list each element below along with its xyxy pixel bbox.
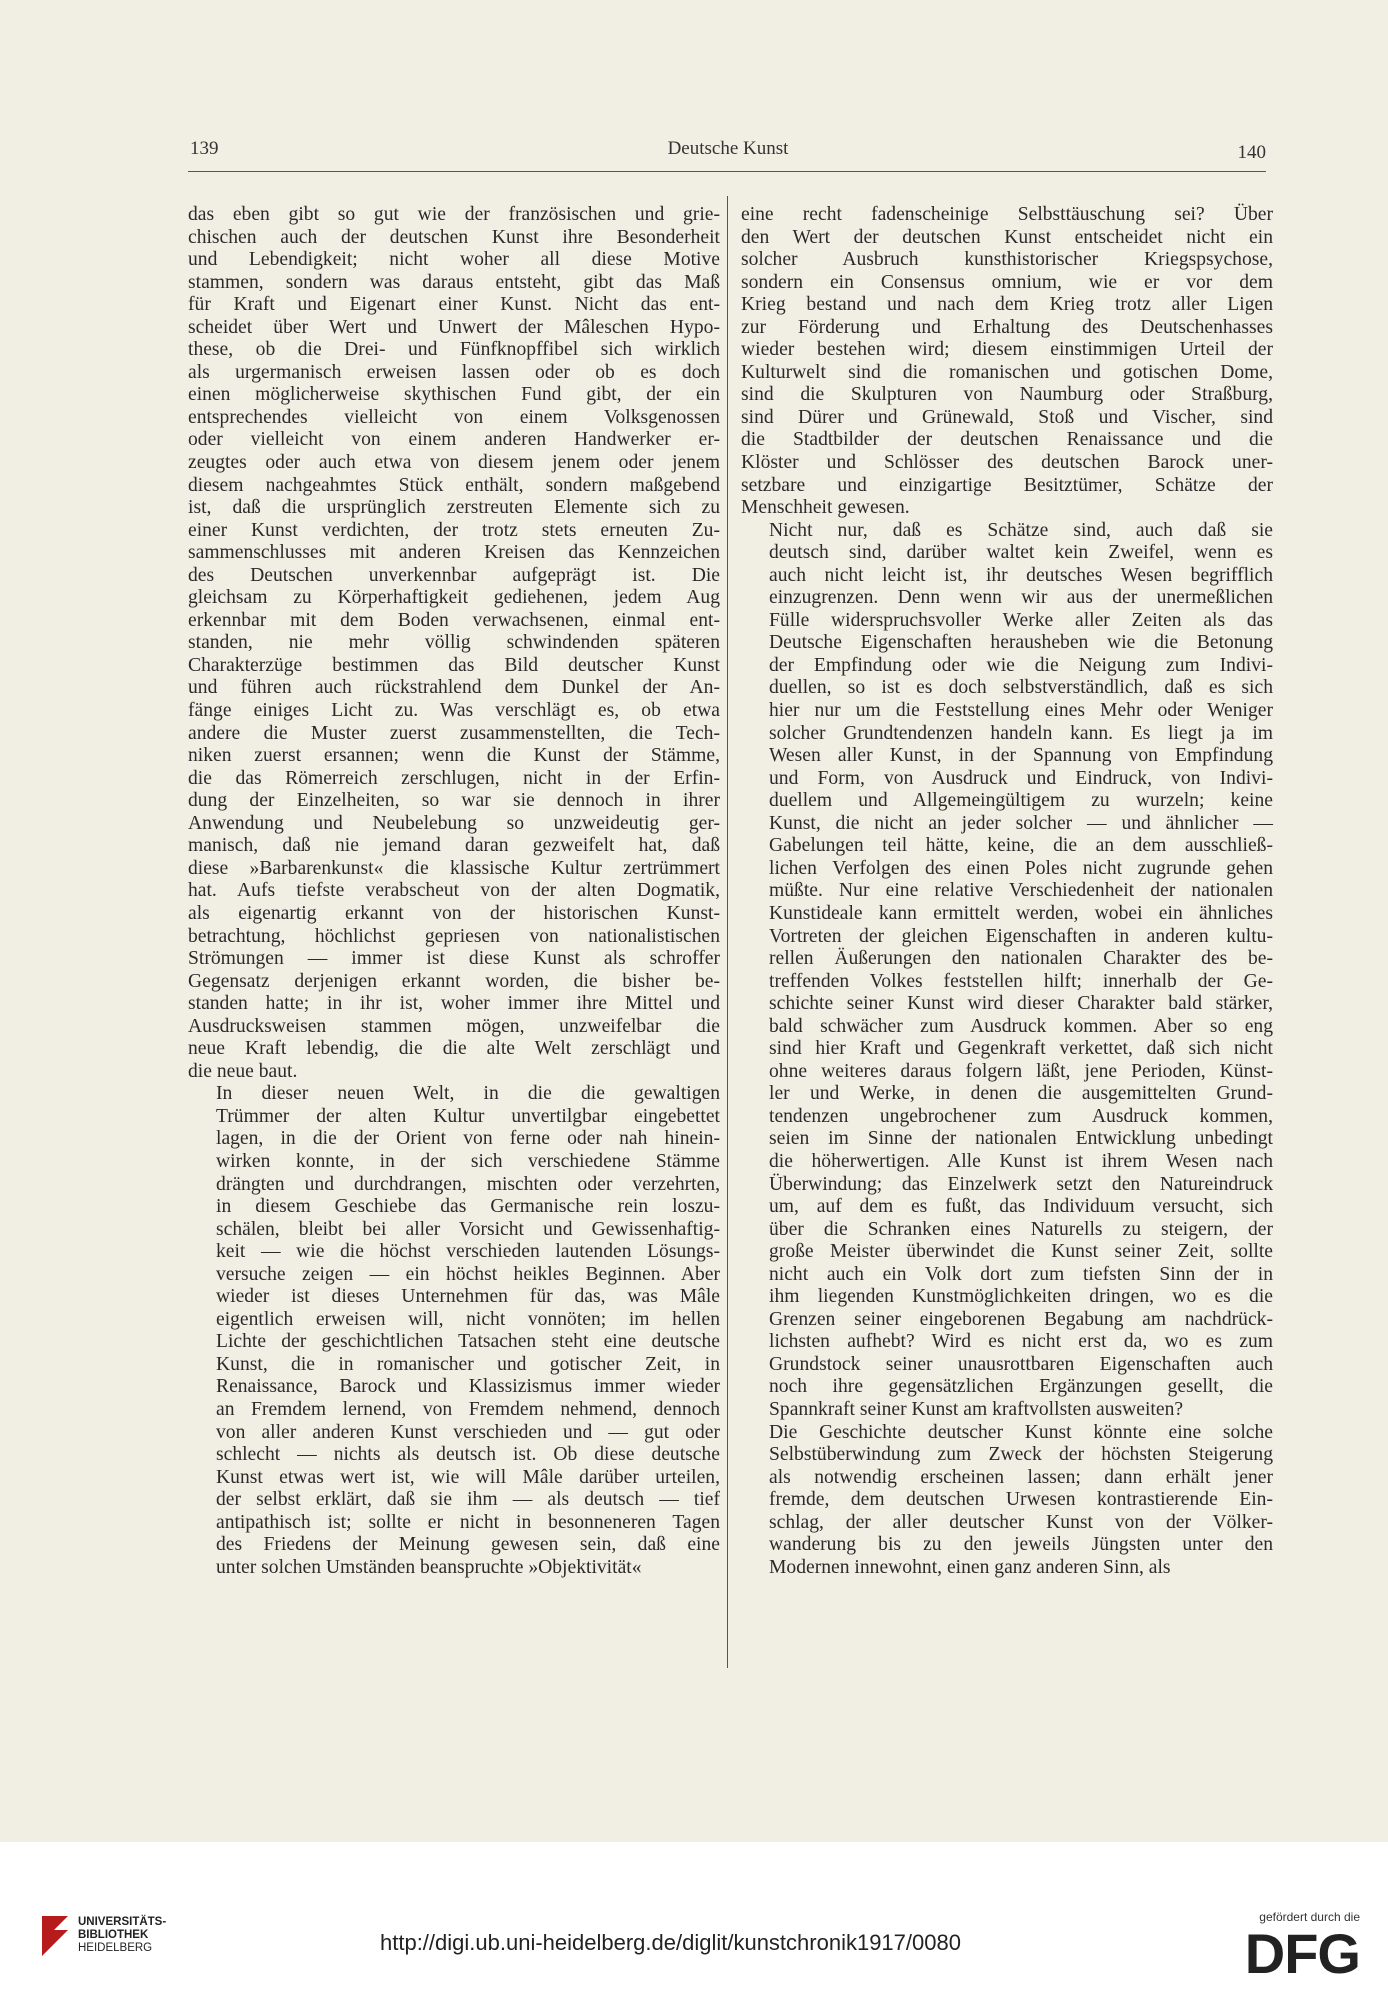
text-line: Menschheit gewesen. xyxy=(741,497,910,519)
text-line: Ausdrucksweisen stammen mögen, unzweifelbar die xyxy=(188,1015,720,1037)
text-line: andere die Muster zuerst zusammenstellten, die Tech- xyxy=(188,722,720,744)
text-line: diese »Barbarenkunst« die klassische Kultur zertrümmert xyxy=(188,857,720,879)
paragraph xyxy=(741,204,1273,520)
running-header xyxy=(190,132,1266,172)
text-line: sind Dürer und Grünewald, Stoß und Vischer, sind xyxy=(741,406,1273,428)
text-line: these, ob die Drei- und Fünfknopffibel sich wirklich xyxy=(188,339,720,361)
running-title: Deutsche Kunst xyxy=(667,138,789,159)
text-line: Deutsche Eigenschaften herausheben wie die Betonung xyxy=(769,632,1273,654)
text-line: ler und Werke, in denen die ausgemittelten Grund- xyxy=(769,1083,1273,1105)
permalink-url[interactable]: http://digi.ub.uni-heidelberg.de/diglit/kunstchronik1917/0080 xyxy=(380,1930,961,1955)
text-line: das eben gibt so gut wie der französischen und grie- xyxy=(188,204,720,225)
text-line: Vortreten der gleichen Eigenschaften in anderen kultu- xyxy=(769,925,1273,947)
text-line: der selbst erklärt, daß sie ihm — als deutsch — tief xyxy=(216,1489,720,1511)
text-line: noch ihre gegensätzlichen Ergänzungen gesellt, die xyxy=(769,1376,1273,1398)
text-line: die höherwertigen. Alle Kunst ist ihrem Wesen nach xyxy=(769,1150,1273,1172)
text-line: gleichsam zu Körperhaftigkeit gediehenen, jedem Aug xyxy=(188,587,720,609)
text-line: Trümmer der alten Kultur unvertilgbar eingebettet xyxy=(216,1105,720,1127)
text-line: schälen, bleibt bei aller Vorsicht und Gewissenhaftig- xyxy=(216,1218,720,1240)
text-line: Überwindung; das Einzelwerk setzt den Natureindruck xyxy=(769,1173,1273,1195)
text-line: duellen, so ist es doch selbstverständlich, daß es sich xyxy=(769,677,1273,699)
text-line: Die Geschichte deutscher Kunst könnte eine solche xyxy=(769,1421,1273,1443)
text-line: einzugrenzen. Denn wenn wir aus der unermeßlichen xyxy=(769,587,1273,609)
text-line: der Empfindung oder wie die Neigung zum Indivi- xyxy=(769,654,1273,676)
text-line: und Lebendigkeit; nicht woher all diese Motive xyxy=(188,249,720,271)
text-line: In dieser neuen Welt, in die die gewaltigen xyxy=(216,1083,720,1105)
library-emblem-icon xyxy=(38,1912,72,1962)
text-line: eine recht fadenscheinige Selbsttäuschung sei? Über xyxy=(741,204,1273,225)
text-line: Gegensatz derjenigen erkannt worden, die bisher be- xyxy=(188,970,720,992)
text-line: um, auf dem es fußt, das Individuum versucht, sich xyxy=(769,1196,1273,1218)
paragraph xyxy=(188,204,720,1083)
text-line: sondern ein Consensus omnium, wie er vor dem xyxy=(741,271,1273,293)
text-line: schlecht — nichts als deutsch ist. Ob diese deutsche xyxy=(216,1444,720,1466)
text-line: duellem und Allgemeingültigem zu wurzeln; keine xyxy=(769,790,1273,812)
text-line: die Stadtbilder der deutschen Renaissance und die xyxy=(741,429,1273,451)
text-line: niken zuerst ersannen; wenn die Kunst der Stämme, xyxy=(188,745,720,767)
text-line: Anwendung und Neubelebung so unzweideutig ger- xyxy=(188,812,720,834)
text-line: über die Schranken eines Naturells zu steigern, der xyxy=(769,1218,1273,1240)
text-line: nicht auch ein Volk dort zum tiefsten Sinn der in xyxy=(769,1263,1273,1285)
library-logo-line-3: HEIDELBERG xyxy=(78,1942,153,1954)
text-line: des Friedens der Meinung gewesen sein, daß eine xyxy=(216,1534,720,1556)
text-line: manisch, daß nie jemand daran gezweifelt hat, daß xyxy=(188,835,720,857)
text-line: zur Förderung und Erhaltung des Deutschenhasses xyxy=(741,316,1273,338)
text-line: Kulturwelt sind die romanischen und gotischen Dome, xyxy=(741,361,1273,383)
text-line: tendenzen ungebrochener zum Ausdruck kommen, xyxy=(769,1105,1273,1127)
text-line: Klöster und Schlösser des deutschen Barock uner- xyxy=(741,452,1273,474)
text-line: diesem nachgeahmtes Stück enthält, sondern maßgebend xyxy=(188,474,720,496)
text-line: schichte seiner Kunst wird dieser Charakter bald stärker, xyxy=(769,993,1273,1015)
text-line: lichen Verfolgen des einen Poles nicht zugrunde gehen xyxy=(769,857,1273,879)
page-number-left: 139 xyxy=(190,138,219,159)
page-number-right: 140 xyxy=(1237,142,1266,163)
paragraph xyxy=(188,1083,720,1579)
text-line: zeugtes oder auch etwa von diesem jenem oder jenem xyxy=(188,452,720,474)
text-line: sammenschlusses mit anderen Kreisen das Kennzeichen xyxy=(188,542,720,564)
text-line: den Wert der deutschen Kunst entscheidet nicht ein xyxy=(741,226,1273,248)
library-logo-line-2: BIBLIOTHEK xyxy=(78,1929,149,1941)
left-text-column xyxy=(188,204,720,1579)
text-line: sind die Skulpturen von Naumburg oder Straßburg, xyxy=(741,384,1273,406)
text-line: Gabelungen teil hätte, keine, die an dem ausschließ- xyxy=(769,835,1273,857)
text-line: Charakterzüge bestimmen das Bild deutscher Kunst xyxy=(188,654,720,676)
text-line: von aller anderen Kunst verschieden und — gut oder xyxy=(216,1421,720,1443)
text-line: Wesen aller Kunst, in der Spannung von Empfindung xyxy=(769,745,1273,767)
text-line: lagen, in die der Orient von ferne oder nah hinein- xyxy=(216,1128,720,1150)
column-divider xyxy=(727,196,728,1668)
text-line: die das Römerreich zerschlugen, nicht in der Erfin- xyxy=(188,767,720,789)
text-line: ist, daß die ursprünglich zerstreuten Elemente sich zu xyxy=(188,497,720,519)
text-line: Krieg bestand und nach dem Krieg trotz aller Ligen xyxy=(741,294,1273,316)
text-line: Grenzen seiner eingeborenen Begabung am nachdrück- xyxy=(769,1308,1273,1330)
text-line: als urgermanisch erweisen lassen oder ob es doch xyxy=(188,361,720,383)
paragraph xyxy=(741,1422,1273,1580)
text-line: Modernen innewohnt, einen ganz anderen Sinn, als xyxy=(769,1556,1171,1578)
text-line: an Fremdem lernend, von Fremdem nehmend, dennoch xyxy=(216,1398,720,1420)
library-logo-line-1: UNIVERSITÄTS- xyxy=(78,1916,167,1928)
text-line: antipathisch ist; sollte er nicht in besonneneren Tagen xyxy=(216,1511,720,1533)
text-line: in diesem Geschiebe das Germanische rein loszu- xyxy=(216,1196,720,1218)
text-line: Lichte der geschichtlichen Tatsachen steht eine deutsche xyxy=(216,1331,720,1353)
text-line: Fülle widerspruchsvoller Werke aller Zeiten als das xyxy=(769,609,1273,631)
text-line: versuche zeigen — ein höchst heikles Beginnen. Aber xyxy=(216,1263,720,1285)
text-line: als eigenartig erkannt von der historischen Kunst- xyxy=(188,902,720,924)
text-line: große Meister überwindet die Kunst seiner Zeit, sollte xyxy=(769,1241,1273,1263)
text-line: standen hatte; in ihr ist, woher immer ihre Mittel und xyxy=(188,993,720,1015)
footer-bar xyxy=(0,1842,1388,2003)
text-line: des Deutschen unverkennbar aufgeprägt ist. Die xyxy=(188,564,720,586)
text-line: bald schwächer zum Ausdruck kommen. Aber so eng xyxy=(769,1015,1273,1037)
text-line: treffenden Volkes feststellen hilft; innerhalb der Ge- xyxy=(769,970,1273,992)
text-line: erkennbar mit dem Boden verwachsenen, einmal ent- xyxy=(188,609,720,631)
text-line: Nicht nur, daß es Schätze sind, auch daß sie xyxy=(769,519,1273,541)
text-line: drängten und durchdrangen, mischten oder verzehrten, xyxy=(216,1173,720,1195)
text-line: oder vielleicht von einem anderen Handwerker er- xyxy=(188,429,720,451)
text-line: scheidet über Wert und Unwert der Mâleschen Hypo- xyxy=(188,316,720,338)
header-rule xyxy=(188,171,1266,172)
text-line: standen, nie mehr völlig schwindenden späteren xyxy=(188,632,720,654)
text-line: Renaissance, Barock und Klassizismus immer wieder xyxy=(216,1376,720,1398)
text-line: einen möglicherweise skythischen Fund gibt, der ein xyxy=(188,384,720,406)
text-line: neue Kraft lebendig, die die alte Welt zerschlägt und xyxy=(188,1038,720,1060)
paragraph xyxy=(741,520,1273,1422)
text-line: setzbare und einzigartige Besitztümer, Schätze der xyxy=(741,474,1273,496)
funder-logo[interactable] xyxy=(1210,1910,1360,1985)
text-line: Selbstüberwindung zum Zweck der höchsten Steigerung xyxy=(769,1444,1273,1466)
text-line: als notwendig erscheinen lassen; dann erhält jener xyxy=(769,1466,1273,1488)
text-line: schlag, der aller deutscher Kunst von der Völker- xyxy=(769,1511,1273,1533)
text-line: ohne weiteres daraus folgern läßt, jene Perioden, Künst- xyxy=(769,1060,1273,1082)
text-line: deutsch sind, darüber waltet kein Zweifel, wenn es xyxy=(769,542,1273,564)
text-line: hat. Aufs tiefste verabscheut von der alten Dogmatik, xyxy=(188,880,720,902)
text-line: müßte. Nur eine relative Verschiedenheit der nationalen xyxy=(769,880,1273,902)
text-line: ihm liegenden Kunstmöglichkeiten dringen, wo es die xyxy=(769,1286,1273,1308)
text-line: wirken konnte, in der sich verschiedene Stämme xyxy=(216,1150,720,1172)
text-line: auch nicht leicht ist, ihr deutsches Wesen begrifflich xyxy=(769,564,1273,586)
text-line: chischen auch der deutschen Kunst ihre Besonderheit xyxy=(188,226,720,248)
text-line: entsprechendes vielleicht von einem Volksgenossen xyxy=(188,406,720,428)
text-line: stammen, sondern was daraus entsteht, gibt das Maß xyxy=(188,271,720,293)
text-line: solcher Grundtendenzen handeln kann. Es liegt ja im xyxy=(769,722,1273,744)
library-logo[interactable] xyxy=(38,1912,198,1968)
text-line: solcher Ausbruch kunsthistorischer Kriegspsychose, xyxy=(741,249,1273,271)
text-line: und Form, von Ausdruck und Eindruck, von Indivi- xyxy=(769,767,1273,789)
text-line: lichsten aufhebt? Wird es nicht erst da, wo es zum xyxy=(769,1331,1273,1353)
text-line: rellen Äußerungen den nationalen Charakter des be- xyxy=(769,948,1273,970)
text-line: keit — wie die höchst verschieden lautenden Lösungs- xyxy=(216,1241,720,1263)
funder-caption: gefördert durch die xyxy=(1259,1910,1360,1924)
right-text-column xyxy=(741,204,1273,1579)
text-line: eigentlich erweisen will, nicht vonnöten; im hellen xyxy=(216,1308,720,1330)
text-line: fänge einiges Licht zu. Was verschlägt es, ob etwa xyxy=(188,700,720,722)
text-line: sind hier Kraft und Gegenkraft verkettet, daß sich nicht xyxy=(769,1038,1273,1060)
text-line: wanderung bis zu den jeweils Jüngsten unter den xyxy=(769,1534,1273,1556)
text-line: Kunst, die nicht an jeder solcher — und ähnlicher — xyxy=(769,812,1273,834)
text-line: seien im Sinne der nationalen Entwicklung unbedingt xyxy=(769,1128,1273,1150)
text-line: unter solchen Umständen beanspruchte »Objektivität« xyxy=(216,1556,642,1578)
text-line: einer Kunst verdichten, der trotz stets erneuten Zu- xyxy=(188,519,720,541)
text-line: fremde, dem deutschen Urwesen kontrastierende Ein- xyxy=(769,1489,1273,1511)
text-line: Spannkraft seiner Kunst am kraftvollsten ausweiten? xyxy=(769,1398,1184,1420)
text-line: die neue baut. xyxy=(188,1060,298,1082)
text-line: und führen auch rückstrahlend dem Dunkel der An- xyxy=(188,677,720,699)
text-line: Strömungen — immer ist diese Kunst als schroffer xyxy=(188,948,720,970)
text-line: dung der Einzelheiten, so war sie dennoch in ihrer xyxy=(188,790,720,812)
text-line: hier nur um die Feststellung eines Mehr oder Weniger xyxy=(769,700,1273,722)
text-line: Kunstideale kann ermittelt werden, wobei ein ähnliches xyxy=(769,902,1273,924)
dfg-logo-text: DFG xyxy=(1244,1922,1360,1985)
text-line: für Kraft und Eigenart einer Kunst. Nicht das ent- xyxy=(188,294,720,316)
text-line: Kunst, die in romanischer und gotischer Zeit, in xyxy=(216,1353,720,1375)
text-line: wieder bestehen wird; diesem einstimmigen Urteil der xyxy=(741,339,1273,361)
text-line: wieder ist dieses Unternehmen für das, was Mâle xyxy=(216,1286,720,1308)
text-line: betrachtung, höchlichst gepriesen von nationalistischen xyxy=(188,925,720,947)
text-line: Kunst etwas wert ist, wie will Mâle darüber urteilen, xyxy=(216,1466,720,1488)
text-line: Grundstock seiner unausrottbaren Eigenschaften auch xyxy=(769,1353,1273,1375)
